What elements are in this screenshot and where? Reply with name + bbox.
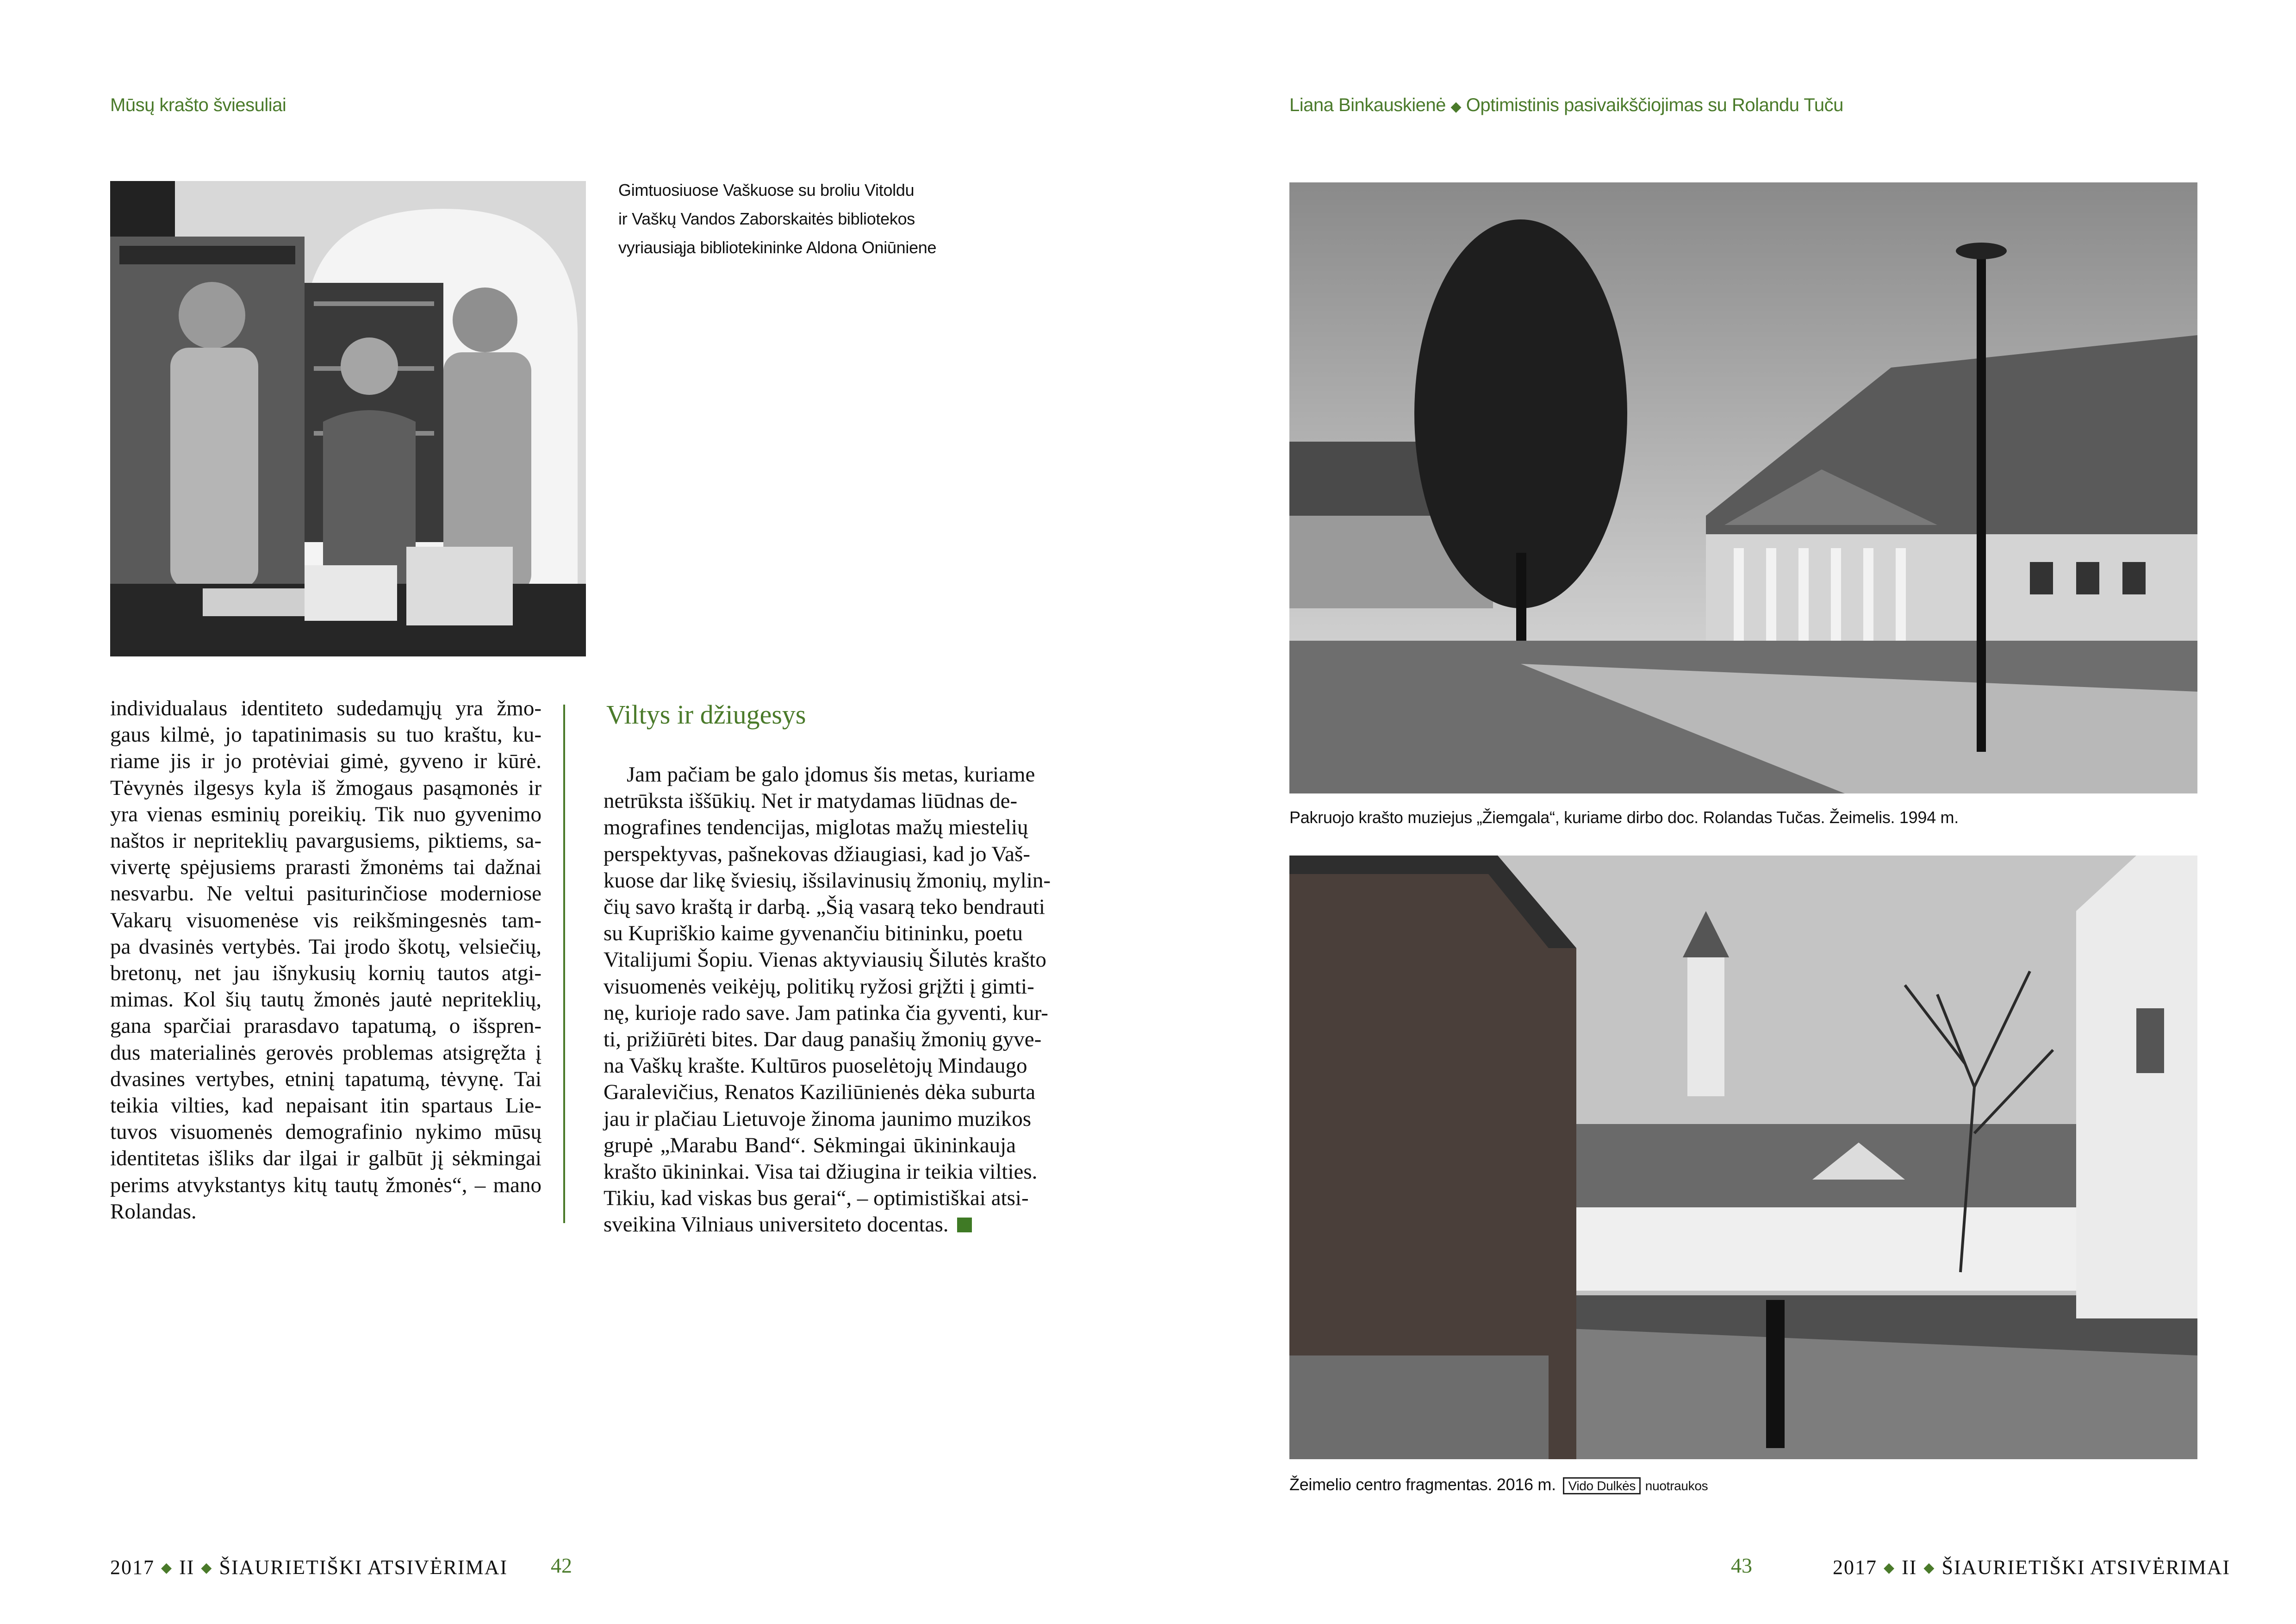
text-line-content: Vitalijumi Šopiu. Vienas aktyviausių Šilutės krašto [604,948,1046,972]
text-line [604,1053,1027,1079]
text-line-content: teikia vilties, kad nepaisant itin spartaus Lie- [110,1093,541,1118]
text-line-content: mimas. Kol šių tautų žmonės jautė nepriteklių, [110,987,541,1012]
text-line [110,748,541,775]
running-head-left: Mūsų krašto šviesuliai [110,95,286,115]
text-line [604,1000,1048,1026]
library-photo-caption [618,176,936,262]
caption-line: ir Vaškų Vandos Zaborskaitės bibliotekos [618,209,915,228]
text-line [604,947,1046,973]
text-line [110,801,541,828]
running-head-right [1289,95,1843,116]
text-line [604,1026,1042,1053]
text-line-content: na Vaškų krašte. Kultūros puoselėtojų Mindaugo [604,1054,1027,1078]
museum-photo [1289,182,2197,793]
text-line-content: bretonų, net jau išnykusių kornių tautos atgi- [110,961,541,986]
text-line [110,1199,541,1225]
center-photo-caption [1289,1470,1708,1500]
diamond-icon: ◆ [1923,1560,1935,1575]
footer-right [1833,1555,2230,1579]
library-photo [110,181,586,656]
text-line [110,881,541,907]
zeimelis-center-photo [1289,856,2197,1459]
text-line [604,1159,1038,1185]
text-line-content: identitetas išliks dar ilgai ir galbūt jį sėkmingai [110,1146,541,1171]
text-line [110,1145,541,1172]
text-line-content: yra vienas esminių poreikių. Tik nuo gyvenimo [110,802,541,826]
article-title: Optimistinis pasivaikščiojimas su Rolandu Tuču [1466,95,1843,115]
text-line-content: su Kupriškio kaime gyvenančiu bitininku, poetu [604,921,1023,946]
text-line-content: Garalevičius, Renatos Kaziliūnienės dėka suburta [604,1080,1036,1105]
section-heading: Viltys ir džiugesys [606,700,806,730]
text-line [604,1079,1036,1106]
text-line-content: gaus kilmė, jo tapatinimasis su tuo kraštu, ku- [110,723,541,747]
text-line [604,1212,1016,1238]
museum-photo-caption: Pakruojo krašto muziejus „Žiemgala“, kuriame dirbo doc. Rolandas Tučas. Žeimelis. 1994 m. [1289,808,1959,827]
text-line [110,907,541,934]
text-line [110,1119,541,1145]
footer-left [110,1555,508,1579]
text-line [110,1172,541,1199]
footer-issue: II [179,1556,195,1579]
diamond-icon: ◆ [201,1560,213,1575]
text-line [604,868,1051,894]
text-line-content: riame jis ir jo protėviai gimė, gyveno ir kūrė. [110,749,541,774]
caption-line: Gimtuosiuose Vaškuose su broliu Vitoldu [618,181,915,200]
diamond-icon: ◆ [1450,99,1462,114]
text-line [604,1185,1029,1212]
text-line [604,814,1028,841]
text-line [604,1106,1032,1132]
text-line [604,762,1035,788]
text-line [110,1040,541,1066]
text-line-content: Tikiu, kad viskas bus gerai“, – optimistiškai atsi- [604,1186,1029,1211]
text-line-content: mografines tendencijas, miglotas mažų miestelių [604,815,1028,840]
text-line-content: Rolandas. [110,1199,197,1224]
text-line [110,934,541,960]
footer-journal: ŠIAURIETIŠKI ATSIVĖRIMAI [1941,1556,2231,1579]
text-line [110,1013,541,1039]
text-line-content: čių savo kraštą ir darbą. „Šią vasarą teko bendrauti [604,895,1045,919]
text-line [110,1093,541,1119]
text-line-content: Tėvynės ilgesys kyla iš žmogaus pasąmonės ir [110,775,541,800]
text-line-content: Jam pačiam be galo įdomus šis metas, kuriame [627,762,1035,787]
text-line-content: visuomenės veikėjų, politikų ryžosi grįžti į gimti- [604,974,1034,999]
author-name: Liana Binkauskienė [1289,95,1446,115]
body-column-left [110,695,541,1225]
body-column-right [604,762,1051,1238]
text-line-content: vivertę spėjusiems prarasti žmonėms tai dažnai [110,855,541,880]
text-line [604,974,1034,1000]
text-line-content: krašto ūkininkai. Visa tai džiugina ir teikia vilties. [604,1160,1038,1184]
end-of-article-square-icon [957,1218,972,1232]
diamond-icon: ◆ [161,1560,173,1575]
text-line [110,722,541,748]
text-line [110,695,541,722]
footer-year: 2017 [1833,1556,1877,1579]
text-line [604,788,1016,814]
text-line [604,841,1030,868]
text-line-content: nesvarbu. Ne veltui pasiturinčiose moderniose [110,881,541,906]
text-line [604,1132,1016,1159]
footer-journal: ŠIAURIETIŠKI ATSIVĖRIMAI [219,1556,508,1579]
text-line-content: perims atvykstantys kitų tautų žmonės“, – mano [110,1173,541,1197]
text-line [110,828,541,854]
text-line [110,854,541,881]
text-line-content: dvasines vertybes, etninį tapatumą, tėvynę. Tai [110,1067,541,1091]
text-line-content: gana sparčiai prarasdavo tapatumą, o išspren- [110,1014,541,1038]
text-line [604,894,1045,920]
text-line-content: netrūksta iššūkių. Net ir matydamas liūdnas de- [604,789,1018,813]
footer-issue: II [1902,1556,1917,1579]
caption-line: vyriausiąja bibliotekininke Aldona Oniūniene [618,238,937,257]
text-line-content: naštos ir nepriteklių pavargusiems, piktiems, sa- [110,829,541,853]
text-line [604,920,1023,947]
text-line-content: perspektyvas, pašnekovas džiaugiasi, kad jo Vaš- [604,842,1030,866]
text-line-content: grupė „Marabu Band“. Sėkmingai ūkininkauja [604,1133,1016,1157]
caption-text: Žeimelio centro fragmentas. 2016 m. [1289,1475,1556,1494]
text-line [110,1066,541,1093]
text-line [110,987,541,1013]
text-line [110,775,541,801]
text-line-content: ti, prižiūrėti bites. Dar daug panašių žmonių gyve- [604,1027,1042,1052]
text-line-content: jau ir plačiau Lietuvoje žinoma jaunimo muzikos [604,1106,1032,1131]
column-divider [563,705,565,1223]
text-line-content: kuose dar likę šviesių, išsilavinusių žmonių, mylin- [604,868,1051,893]
text-line-content: individualaus identiteto sudedamųjų yra žmo- [110,696,541,720]
page-number-left: 42 [551,1554,572,1577]
text-line [110,960,541,987]
photo-credit-name: Vido Dulkės [1563,1477,1641,1494]
text-line-content: sveikina Vilniaus universiteto docentas. [604,1212,949,1237]
text-line-content: Vakarų visuomenėse vis reikšmingesnės tam- [110,908,541,932]
text-line-content: nę, kurioje rado save. Jam patinka čia gyventi, kur- [604,1000,1048,1025]
text-line-content: tuvos visuomenės demografinio nykimo mūsų [110,1120,541,1144]
footer-year: 2017 [110,1556,155,1579]
text-line-content: dus materialinės gerovės problemas atsigręžta į [110,1040,541,1065]
page-number-right: 43 [1731,1554,1752,1577]
photo-credit-suffix: nuotraukos [1645,1479,1708,1493]
diamond-icon: ◆ [1884,1560,1896,1575]
text-line-content: pa dvasinės vertybės. Tai įrodo škotų, velsiečių, [110,934,541,959]
